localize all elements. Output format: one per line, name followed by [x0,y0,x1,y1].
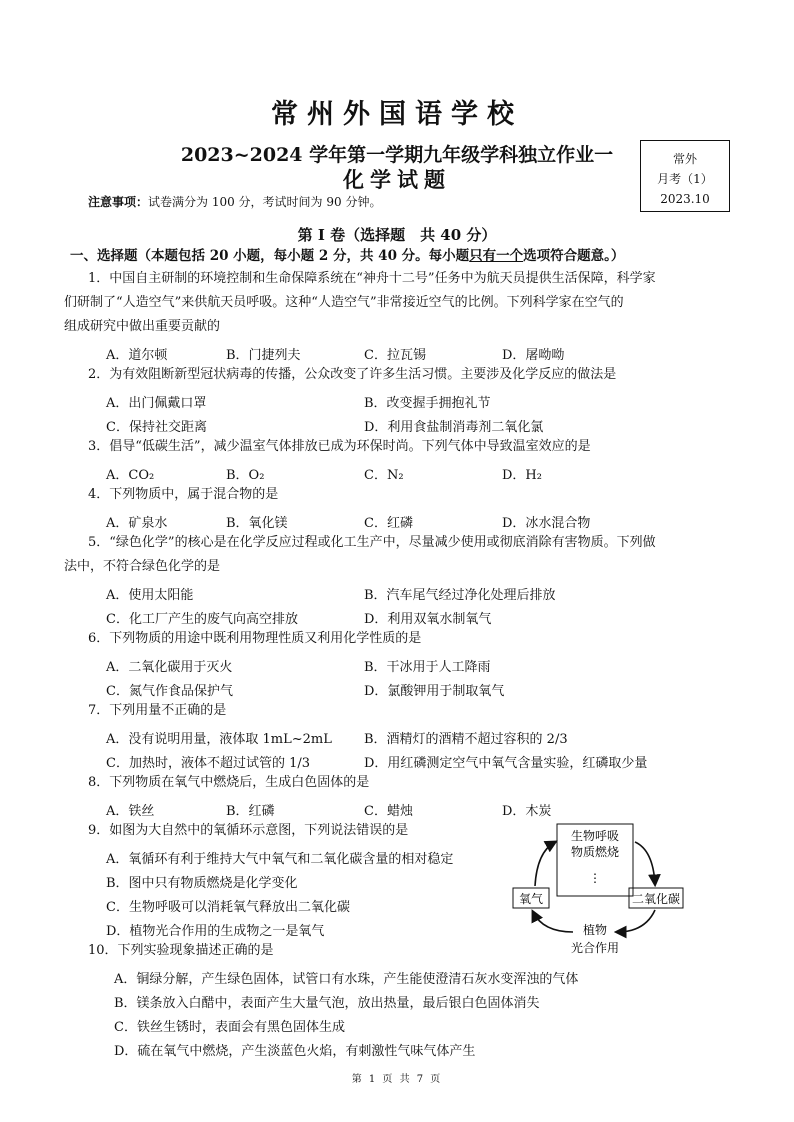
question-8-stem: 8．下列物质在氧气中燃烧后，生成白色固体的是 [88,775,370,790]
q6-option-d: D．氯酸钾用于制取氧气 [364,684,505,699]
question-1-line-1: 1．中国自主研制的环境控制和生命保障系统在“神舟十二号”任务中为航天员提供生活保障，科学家 [88,271,656,286]
q5-option-d: D．利用双氧水制氧气 [364,612,492,627]
notice-label: 注意事项： [88,195,149,209]
q3-option-d: D．H₂ [502,468,542,483]
q2-option-b: B．改变握手拥抱礼节 [364,396,491,411]
diagram-top-1: 生物呼吸 [570,829,620,843]
q3-option-a: A．CO₂ [106,468,155,483]
q6-option-a: A．二氧化碳用于灭火 [106,660,233,675]
diagram-dots: ⋮ [589,871,601,885]
arrow-co2-to-plant [617,910,655,932]
q6-option-b: B．干冰用于人工降雨 [364,660,491,675]
diagram-oxygen: 氧气 [518,892,544,906]
section-heading-emphasis: 只有一个 [469,248,524,264]
q6-option-c: C．氮气作食品保护气 [106,684,233,699]
notice [88,193,381,210]
q10-option-d: D．硫在氧气中燃烧，产生淡蓝色火焰，有刺激性气味气体产生 [114,1044,476,1059]
question-1-line-2: 们研制了“人造空气”来供航天员呼吸。这种“人造空气”非常接近空气的比例。下列科学家在空气的 [64,295,624,310]
oxygen-cycle-diagram [505,820,685,960]
q5-option-b: B．汽车尾气经过净化处理后排放 [364,588,556,603]
q1-option-c: C．拉瓦锡 [364,348,426,363]
page-footer: 第 1 页 共 7 页 [351,1074,443,1085]
section-heading [70,244,624,264]
q9-option-b: B．图中只有物质燃烧是化学变化 [106,876,298,891]
diagram-co2: 二氧化碳 [631,892,681,906]
question-4-stem: 4．下列物质中，属于混合物的是 [88,487,279,502]
diagram-top-2: 物质燃烧 [570,845,620,859]
q8-option-a: A．铁丝 [106,804,155,819]
exam-code-line2: 月考（1） [657,172,713,186]
question-1-line-3: 组成研究中做出重要贡献的 [64,319,221,334]
arrow-oxygen-to-process [535,842,555,886]
q4-option-d: D．冰水混合物 [502,516,591,531]
exam-code-line1: 常外 [672,152,697,166]
q10-option-a: A．铜绿分解，产生绿色固体，试管口有水珠，产生能使澄清石灰水变浑浊的气体 [114,972,579,987]
q7-option-c: C．加热时，液体不超过试管的 1/3 [106,756,311,771]
question-7-stem: 7．下列用量不正确的是 [88,703,227,718]
q2-option-a: A．出门佩戴口罩 [106,396,207,411]
exam-code-box [640,140,730,212]
q2-option-d: D．利用食盐制消毒剂二氧化氯 [364,420,544,435]
q8-option-d: D．木炭 [502,804,552,819]
question-10-stem: 10．下列实验现象描述正确的是 [88,943,274,958]
diagram-bottom-1: 植物 [582,923,608,937]
question-6-stem: 6．下列物质的用途中既利用物理性质又利用化学性质的是 [88,631,422,646]
q7-option-d: D．用红磷测定空气中氧气含量实验，红磷取少量 [364,756,648,771]
exam-title: 2023~2024 学年第一学期九年级学科独立作业一 [180,144,614,166]
q9-option-d: D．植物光合作用的生成物之一是氧气 [106,924,325,939]
school-name: 常州外国语学校 [271,99,523,130]
q4-option-c: C．红磷 [364,516,413,531]
notice-text: 试卷满分为 100 分，考试时间为 90 分钟。 [148,195,382,209]
part-title: 第 I 卷（选择题 共 40 分） [297,226,497,244]
question-3-stem: 3．倡导“低碳生活”，减少温室气体排放已成为环保时尚。下列气体中导致温室效应的是 [88,439,591,454]
diagram-bottom-2: 光合作用 [570,941,620,955]
q9-option-a: A．氧循环有利于维持大气中氧气和二氧化碳含量的相对稳定 [106,852,454,867]
q1-option-d: D．屠呦呦 [502,348,565,363]
q8-option-b: B．红磷 [226,804,275,819]
q9-option-c: C．生物呼吸可以消耗氧气释放出二氧化碳 [106,900,350,915]
arrow-process-to-co2 [635,842,655,884]
q2-option-c: C．保持社交距离 [106,420,207,435]
q5-option-a: A．使用太阳能 [106,588,194,603]
q3-option-b: B．O₂ [226,468,265,483]
exam-code-line3: 2023.10 [660,192,710,206]
section-heading-a: 一、选择题（本题包括 20 小题，每小题 2 分，共 40 分。每小题 [70,248,470,264]
question-5-line-2: 法中，不符合绿色化学的是 [64,559,221,574]
q5-option-c: C．化工厂产生的废气向高空排放 [106,612,298,627]
q1-option-a: A．道尔顿 [106,348,168,363]
q3-option-c: C．N₂ [364,468,404,483]
question-5-line-1: 5．“绿色化学”的核心是在化学反应过程或化工生产中，尽量减少使用或彻底消除有害物质。下列做 [88,535,656,550]
q7-option-a: A．没有说明用量，液体取 1mL~2mL [106,732,332,747]
q10-option-c: C．铁丝生锈时，表面会有黑色固体生成 [114,1020,345,1035]
question-2-stem: 2．为有效阻断新型冠状病毒的传播，公众改变了许多生活习惯。主要涉及化学反应的做法是 [88,367,617,382]
section-heading-c: 选项符合题意。） [523,248,625,264]
q7-option-b: B．酒精灯的酒精不超过容积的 2/3 [364,732,568,747]
question-9-stem: 9．如图为大自然中的氧循环示意图，下列说法错误的是 [88,823,409,838]
q4-option-b: B．氧化镁 [226,516,288,531]
q8-option-c: C．蜡烛 [364,804,413,819]
q4-option-a: A．矿泉水 [106,516,168,531]
q10-option-b: B．镁条放入白醋中，表面产生大量气泡，放出热量，最后银白色固体消失 [114,996,540,1011]
subject-title: 化学试题 [343,168,451,192]
arrow-plant-to-oxygen [533,912,573,932]
q1-option-b: B．门捷列夫 [226,348,301,363]
